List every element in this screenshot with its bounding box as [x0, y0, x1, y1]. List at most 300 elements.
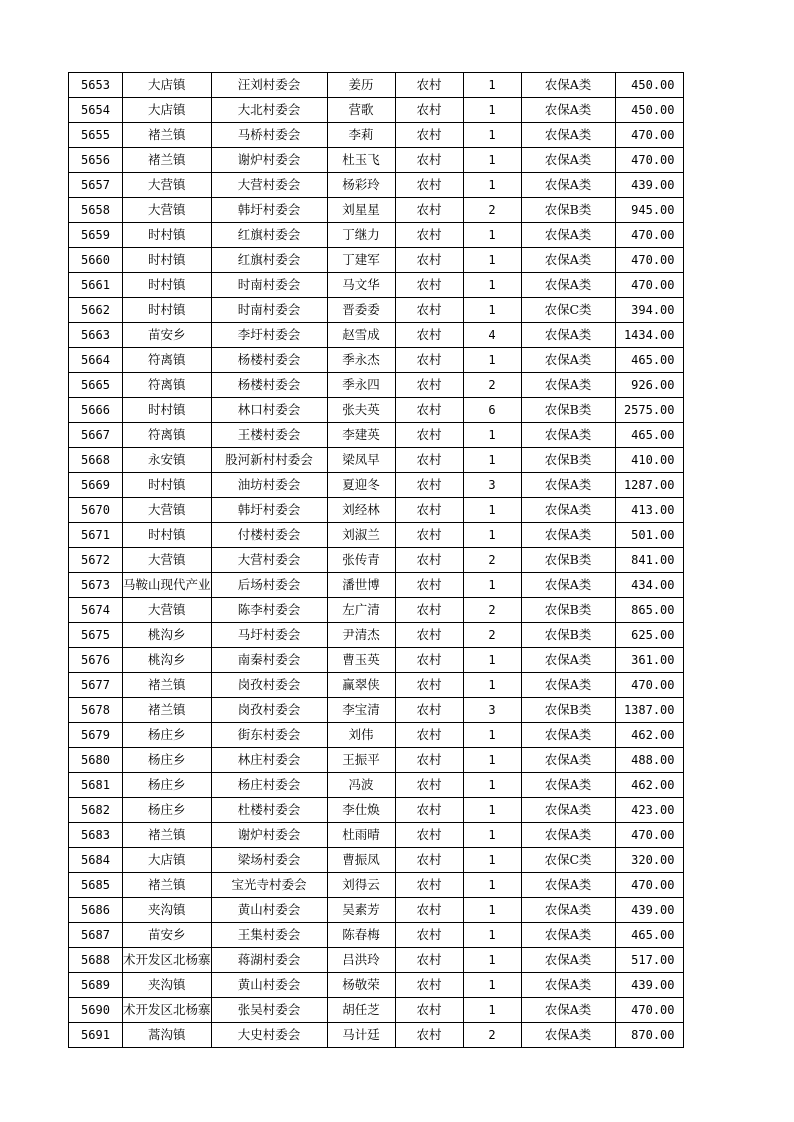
cell-town: 杨庄乡	[123, 723, 212, 748]
cell-name: 张传青	[327, 548, 395, 573]
cell-category: 农保A类	[521, 223, 615, 248]
cell-town: 大营镇	[123, 198, 212, 223]
cell-village: 时南村委会	[211, 298, 327, 323]
cell-amount: 410.00	[615, 448, 683, 473]
cell-id: 5653	[69, 73, 123, 98]
table-row	[69, 348, 684, 373]
cell-category: 农保A类	[521, 73, 615, 98]
table-row	[69, 998, 684, 1023]
cell-count: 1	[463, 848, 521, 873]
cell-type: 农村	[395, 398, 463, 423]
cell-town: 符离镇	[123, 423, 212, 448]
cell-amount: 470.00	[615, 248, 683, 273]
table-row	[69, 223, 684, 248]
table-row	[69, 948, 684, 973]
cell-category: 农保A类	[521, 473, 615, 498]
cell-id: 5685	[69, 873, 123, 898]
cell-category: 农保A类	[521, 973, 615, 998]
cell-count: 1	[463, 148, 521, 173]
cell-amount: 450.00	[615, 73, 683, 98]
cell-amount: 470.00	[615, 123, 683, 148]
cell-name: 李莉	[327, 123, 395, 148]
cell-count: 2	[463, 198, 521, 223]
cell-town: 时村镇	[123, 298, 212, 323]
cell-count: 3	[463, 473, 521, 498]
cell-id: 5656	[69, 148, 123, 173]
cell-count: 2	[463, 373, 521, 398]
cell-town: 褚兰镇	[123, 123, 212, 148]
cell-town: 术开发区北杨寨	[123, 998, 212, 1023]
cell-village: 林庄村委会	[211, 748, 327, 773]
table-row	[69, 898, 684, 923]
cell-amount: 439.00	[615, 898, 683, 923]
cell-type: 农村	[395, 848, 463, 873]
cell-town: 褚兰镇	[123, 148, 212, 173]
cell-amount: 465.00	[615, 923, 683, 948]
cell-town: 时村镇	[123, 523, 212, 548]
cell-id: 5667	[69, 423, 123, 448]
cell-category: 农保A类	[521, 323, 615, 348]
cell-town: 苗安乡	[123, 923, 212, 948]
cell-name: 赢翠侠	[327, 673, 395, 698]
cell-name: 晋委委	[327, 298, 395, 323]
cell-village: 陈李村委会	[211, 598, 327, 623]
cell-type: 农村	[395, 573, 463, 598]
cell-name: 季永四	[327, 373, 395, 398]
table-row	[69, 923, 684, 948]
cell-type: 农村	[395, 198, 463, 223]
cell-count: 2	[463, 598, 521, 623]
cell-town: 大店镇	[123, 848, 212, 873]
cell-town: 蒿沟镇	[123, 1023, 212, 1048]
table-row	[69, 973, 684, 998]
cell-town: 时村镇	[123, 223, 212, 248]
cell-id: 5660	[69, 248, 123, 273]
cell-id: 5657	[69, 173, 123, 198]
cell-amount: 926.00	[615, 373, 683, 398]
cell-amount: 361.00	[615, 648, 683, 673]
cell-village: 岗孜村委会	[211, 698, 327, 723]
cell-id: 5689	[69, 973, 123, 998]
cell-amount: 470.00	[615, 873, 683, 898]
cell-category: 农保A类	[521, 923, 615, 948]
cell-town: 桃沟乡	[123, 648, 212, 673]
cell-amount: 870.00	[615, 1023, 683, 1048]
cell-town: 时村镇	[123, 473, 212, 498]
cell-count: 1	[463, 998, 521, 1023]
cell-name: 吕洪玲	[327, 948, 395, 973]
cell-town: 时村镇	[123, 398, 212, 423]
cell-type: 农村	[395, 173, 463, 198]
cell-town: 马鞍山现代产业	[123, 573, 212, 598]
cell-id: 5663	[69, 323, 123, 348]
cell-name: 潘世博	[327, 573, 395, 598]
cell-count: 1	[463, 423, 521, 448]
cell-id: 5687	[69, 923, 123, 948]
table-row	[69, 1023, 684, 1048]
cell-category: 农保A类	[521, 123, 615, 148]
cell-type: 农村	[395, 223, 463, 248]
cell-type: 农村	[395, 623, 463, 648]
cell-count: 2	[463, 1023, 521, 1048]
cell-count: 1	[463, 798, 521, 823]
cell-id: 5681	[69, 773, 123, 798]
cell-type: 农村	[395, 323, 463, 348]
table-row	[69, 873, 684, 898]
cell-id: 5676	[69, 648, 123, 673]
cell-count: 1	[463, 823, 521, 848]
cell-town: 桃沟乡	[123, 623, 212, 648]
table-row	[69, 248, 684, 273]
table-row	[69, 298, 684, 323]
cell-id: 5675	[69, 623, 123, 648]
cell-amount: 501.00	[615, 523, 683, 548]
cell-count: 2	[463, 623, 521, 648]
cell-amount: 470.00	[615, 823, 683, 848]
cell-count: 6	[463, 398, 521, 423]
cell-count: 1	[463, 923, 521, 948]
cell-id: 5677	[69, 673, 123, 698]
cell-amount: 413.00	[615, 498, 683, 523]
cell-id: 5662	[69, 298, 123, 323]
cell-id: 5678	[69, 698, 123, 723]
cell-category: 农保A类	[521, 898, 615, 923]
cell-village: 街东村委会	[211, 723, 327, 748]
cell-type: 农村	[395, 248, 463, 273]
cell-id: 5659	[69, 223, 123, 248]
table-row	[69, 548, 684, 573]
cell-id: 5654	[69, 98, 123, 123]
cell-count: 1	[463, 748, 521, 773]
table-row	[69, 423, 684, 448]
cell-town: 夹沟镇	[123, 898, 212, 923]
cell-town: 大店镇	[123, 98, 212, 123]
cell-town: 符离镇	[123, 373, 212, 398]
cell-count: 1	[463, 898, 521, 923]
cell-amount: 841.00	[615, 548, 683, 573]
cell-amount: 945.00	[615, 198, 683, 223]
cell-category: 农保A类	[521, 648, 615, 673]
cell-type: 农村	[395, 448, 463, 473]
cell-name: 王振平	[327, 748, 395, 773]
cell-amount: 470.00	[615, 998, 683, 1023]
cell-amount: 434.00	[615, 573, 683, 598]
cell-category: 农保B类	[521, 398, 615, 423]
table-body	[69, 73, 684, 1048]
cell-amount: 465.00	[615, 348, 683, 373]
cell-category: 农保A类	[521, 348, 615, 373]
table-row	[69, 373, 684, 398]
cell-category: 农保A类	[521, 998, 615, 1023]
cell-village: 股河新村村委会	[211, 448, 327, 473]
cell-amount: 470.00	[615, 673, 683, 698]
cell-amount: 517.00	[615, 948, 683, 973]
cell-village: 红旗村委会	[211, 248, 327, 273]
cell-village: 王楼村委会	[211, 423, 327, 448]
cell-category: 农保C类	[521, 848, 615, 873]
cell-name: 李仕焕	[327, 798, 395, 823]
cell-type: 农村	[395, 423, 463, 448]
table-row	[69, 673, 684, 698]
cell-category: 农保A类	[521, 748, 615, 773]
cell-type: 农村	[395, 698, 463, 723]
cell-village: 谢炉村委会	[211, 823, 327, 848]
cell-name: 赵雪成	[327, 323, 395, 348]
cell-name: 李宝清	[327, 698, 395, 723]
cell-village: 大北村委会	[211, 98, 327, 123]
table-row	[69, 648, 684, 673]
cell-type: 农村	[395, 523, 463, 548]
cell-count: 1	[463, 573, 521, 598]
cell-village: 红旗村委会	[211, 223, 327, 248]
cell-village: 大营村委会	[211, 173, 327, 198]
allowance-table	[68, 72, 684, 1048]
cell-town: 褚兰镇	[123, 673, 212, 698]
cell-category: 农保A类	[521, 498, 615, 523]
cell-type: 农村	[395, 598, 463, 623]
table-row	[69, 573, 684, 598]
cell-name: 丁继力	[327, 223, 395, 248]
cell-count: 1	[463, 98, 521, 123]
cell-type: 农村	[395, 1023, 463, 1048]
cell-village: 杨庄村委会	[211, 773, 327, 798]
cell-village: 付楼村委会	[211, 523, 327, 548]
cell-count: 1	[463, 973, 521, 998]
cell-town: 大营镇	[123, 598, 212, 623]
cell-name: 刘经林	[327, 498, 395, 523]
cell-name: 冯波	[327, 773, 395, 798]
cell-name: 左广清	[327, 598, 395, 623]
cell-name: 刘星星	[327, 198, 395, 223]
cell-name: 曹振凤	[327, 848, 395, 873]
cell-village: 汪刘村委会	[211, 73, 327, 98]
cell-id: 5671	[69, 523, 123, 548]
cell-town: 时村镇	[123, 248, 212, 273]
cell-town: 时村镇	[123, 273, 212, 298]
cell-id: 5664	[69, 348, 123, 373]
cell-amount: 462.00	[615, 773, 683, 798]
cell-category: 农保B类	[521, 548, 615, 573]
cell-town: 大店镇	[123, 73, 212, 98]
cell-type: 农村	[395, 473, 463, 498]
table-row	[69, 523, 684, 548]
cell-count: 1	[463, 448, 521, 473]
cell-id: 5684	[69, 848, 123, 873]
cell-amount: 394.00	[615, 298, 683, 323]
table-row	[69, 148, 684, 173]
cell-name: 夏迎冬	[327, 473, 395, 498]
table-row	[69, 698, 684, 723]
cell-town: 杨庄乡	[123, 748, 212, 773]
cell-town: 夹沟镇	[123, 973, 212, 998]
cell-amount: 470.00	[615, 273, 683, 298]
cell-town: 永安镇	[123, 448, 212, 473]
cell-category: 农保A类	[521, 248, 615, 273]
cell-category: 农保A类	[521, 798, 615, 823]
table-row	[69, 798, 684, 823]
cell-category: 农保A类	[521, 173, 615, 198]
cell-id: 5690	[69, 998, 123, 1023]
cell-id: 5674	[69, 598, 123, 623]
cell-village: 王集村委会	[211, 923, 327, 948]
cell-count: 1	[463, 948, 521, 973]
cell-type: 农村	[395, 973, 463, 998]
cell-category: 农保A类	[521, 523, 615, 548]
cell-village: 宝光寺村委会	[211, 873, 327, 898]
cell-category: 农保B类	[521, 448, 615, 473]
cell-category: 农保B类	[521, 698, 615, 723]
cell-type: 农村	[395, 923, 463, 948]
table-row	[69, 823, 684, 848]
cell-id: 5666	[69, 398, 123, 423]
cell-count: 1	[463, 223, 521, 248]
cell-amount: 1387.00	[615, 698, 683, 723]
cell-amount: 439.00	[615, 973, 683, 998]
cell-id: 5679	[69, 723, 123, 748]
cell-village: 黄山村委会	[211, 973, 327, 998]
cell-category: 农保B类	[521, 598, 615, 623]
cell-category: 农保A类	[521, 873, 615, 898]
cell-amount: 1434.00	[615, 323, 683, 348]
table-row	[69, 623, 684, 648]
cell-name: 季永杰	[327, 348, 395, 373]
cell-town: 苗安乡	[123, 323, 212, 348]
table-row	[69, 198, 684, 223]
cell-name: 姜历	[327, 73, 395, 98]
cell-count: 1	[463, 348, 521, 373]
cell-name: 马计廷	[327, 1023, 395, 1048]
cell-type: 农村	[395, 123, 463, 148]
cell-count: 1	[463, 298, 521, 323]
cell-village: 大史村委会	[211, 1023, 327, 1048]
cell-count: 3	[463, 698, 521, 723]
cell-name: 梁凤早	[327, 448, 395, 473]
cell-type: 农村	[395, 98, 463, 123]
cell-town: 术开发区北杨寨	[123, 948, 212, 973]
cell-amount: 450.00	[615, 98, 683, 123]
table-row	[69, 323, 684, 348]
cell-category: 农保A类	[521, 1023, 615, 1048]
cell-village: 油坊村委会	[211, 473, 327, 498]
cell-amount: 462.00	[615, 723, 683, 748]
cell-id: 5672	[69, 548, 123, 573]
cell-village: 大营村委会	[211, 548, 327, 573]
cell-name: 李建英	[327, 423, 395, 448]
cell-name: 丁建军	[327, 248, 395, 273]
cell-town: 褚兰镇	[123, 823, 212, 848]
cell-village: 南秦村委会	[211, 648, 327, 673]
cell-id: 5658	[69, 198, 123, 223]
table-row	[69, 448, 684, 473]
cell-type: 农村	[395, 648, 463, 673]
cell-id: 5673	[69, 573, 123, 598]
cell-village: 梁场村委会	[211, 848, 327, 873]
cell-type: 农村	[395, 373, 463, 398]
cell-id: 5665	[69, 373, 123, 398]
table-row	[69, 273, 684, 298]
cell-type: 农村	[395, 873, 463, 898]
cell-type: 农村	[395, 898, 463, 923]
cell-count: 1	[463, 123, 521, 148]
cell-town: 大营镇	[123, 548, 212, 573]
cell-category: 农保C类	[521, 298, 615, 323]
cell-name: 刘伟	[327, 723, 395, 748]
cell-amount: 1287.00	[615, 473, 683, 498]
cell-village: 后场村委会	[211, 573, 327, 598]
cell-name: 杜雨晴	[327, 823, 395, 848]
cell-count: 1	[463, 673, 521, 698]
cell-category: 农保A类	[521, 773, 615, 798]
cell-id: 5668	[69, 448, 123, 473]
cell-type: 农村	[395, 498, 463, 523]
cell-name: 杨敬荣	[327, 973, 395, 998]
cell-category: 农保A类	[521, 98, 615, 123]
cell-category: 农保B类	[521, 198, 615, 223]
cell-village: 岗孜村委会	[211, 673, 327, 698]
cell-village: 时南村委会	[211, 273, 327, 298]
cell-type: 农村	[395, 348, 463, 373]
table-row	[69, 73, 684, 98]
cell-name: 刘得云	[327, 873, 395, 898]
cell-type: 农村	[395, 748, 463, 773]
cell-type: 农村	[395, 948, 463, 973]
cell-category: 农保A类	[521, 423, 615, 448]
cell-name: 杜玉飞	[327, 148, 395, 173]
cell-id: 5661	[69, 273, 123, 298]
cell-count: 1	[463, 173, 521, 198]
cell-amount: 470.00	[615, 223, 683, 248]
cell-name: 营歌	[327, 98, 395, 123]
cell-amount: 2575.00	[615, 398, 683, 423]
table-row	[69, 773, 684, 798]
cell-category: 农保A类	[521, 273, 615, 298]
cell-village: 蒋湖村委会	[211, 948, 327, 973]
cell-village: 谢炉村委会	[211, 148, 327, 173]
cell-town: 大营镇	[123, 173, 212, 198]
table-row	[69, 473, 684, 498]
cell-count: 1	[463, 248, 521, 273]
cell-amount: 423.00	[615, 798, 683, 823]
cell-id: 5683	[69, 823, 123, 848]
cell-id: 5682	[69, 798, 123, 823]
cell-category: 农保A类	[521, 148, 615, 173]
cell-town: 杨庄乡	[123, 773, 212, 798]
cell-id: 5686	[69, 898, 123, 923]
cell-amount: 439.00	[615, 173, 683, 198]
cell-type: 农村	[395, 773, 463, 798]
cell-type: 农村	[395, 723, 463, 748]
cell-town: 褚兰镇	[123, 873, 212, 898]
cell-type: 农村	[395, 548, 463, 573]
cell-category: 农保A类	[521, 948, 615, 973]
cell-amount: 465.00	[615, 423, 683, 448]
table-row	[69, 598, 684, 623]
cell-amount: 320.00	[615, 848, 683, 873]
cell-id: 5669	[69, 473, 123, 498]
cell-type: 农村	[395, 298, 463, 323]
cell-count: 1	[463, 73, 521, 98]
cell-category: 农保A类	[521, 723, 615, 748]
cell-name: 胡任芝	[327, 998, 395, 1023]
cell-name: 杨彩玲	[327, 173, 395, 198]
cell-type: 农村	[395, 998, 463, 1023]
cell-category: 农保A类	[521, 373, 615, 398]
cell-amount: 625.00	[615, 623, 683, 648]
cell-name: 曹玉英	[327, 648, 395, 673]
cell-count: 1	[463, 273, 521, 298]
cell-id: 5691	[69, 1023, 123, 1048]
cell-village: 杨楼村委会	[211, 348, 327, 373]
